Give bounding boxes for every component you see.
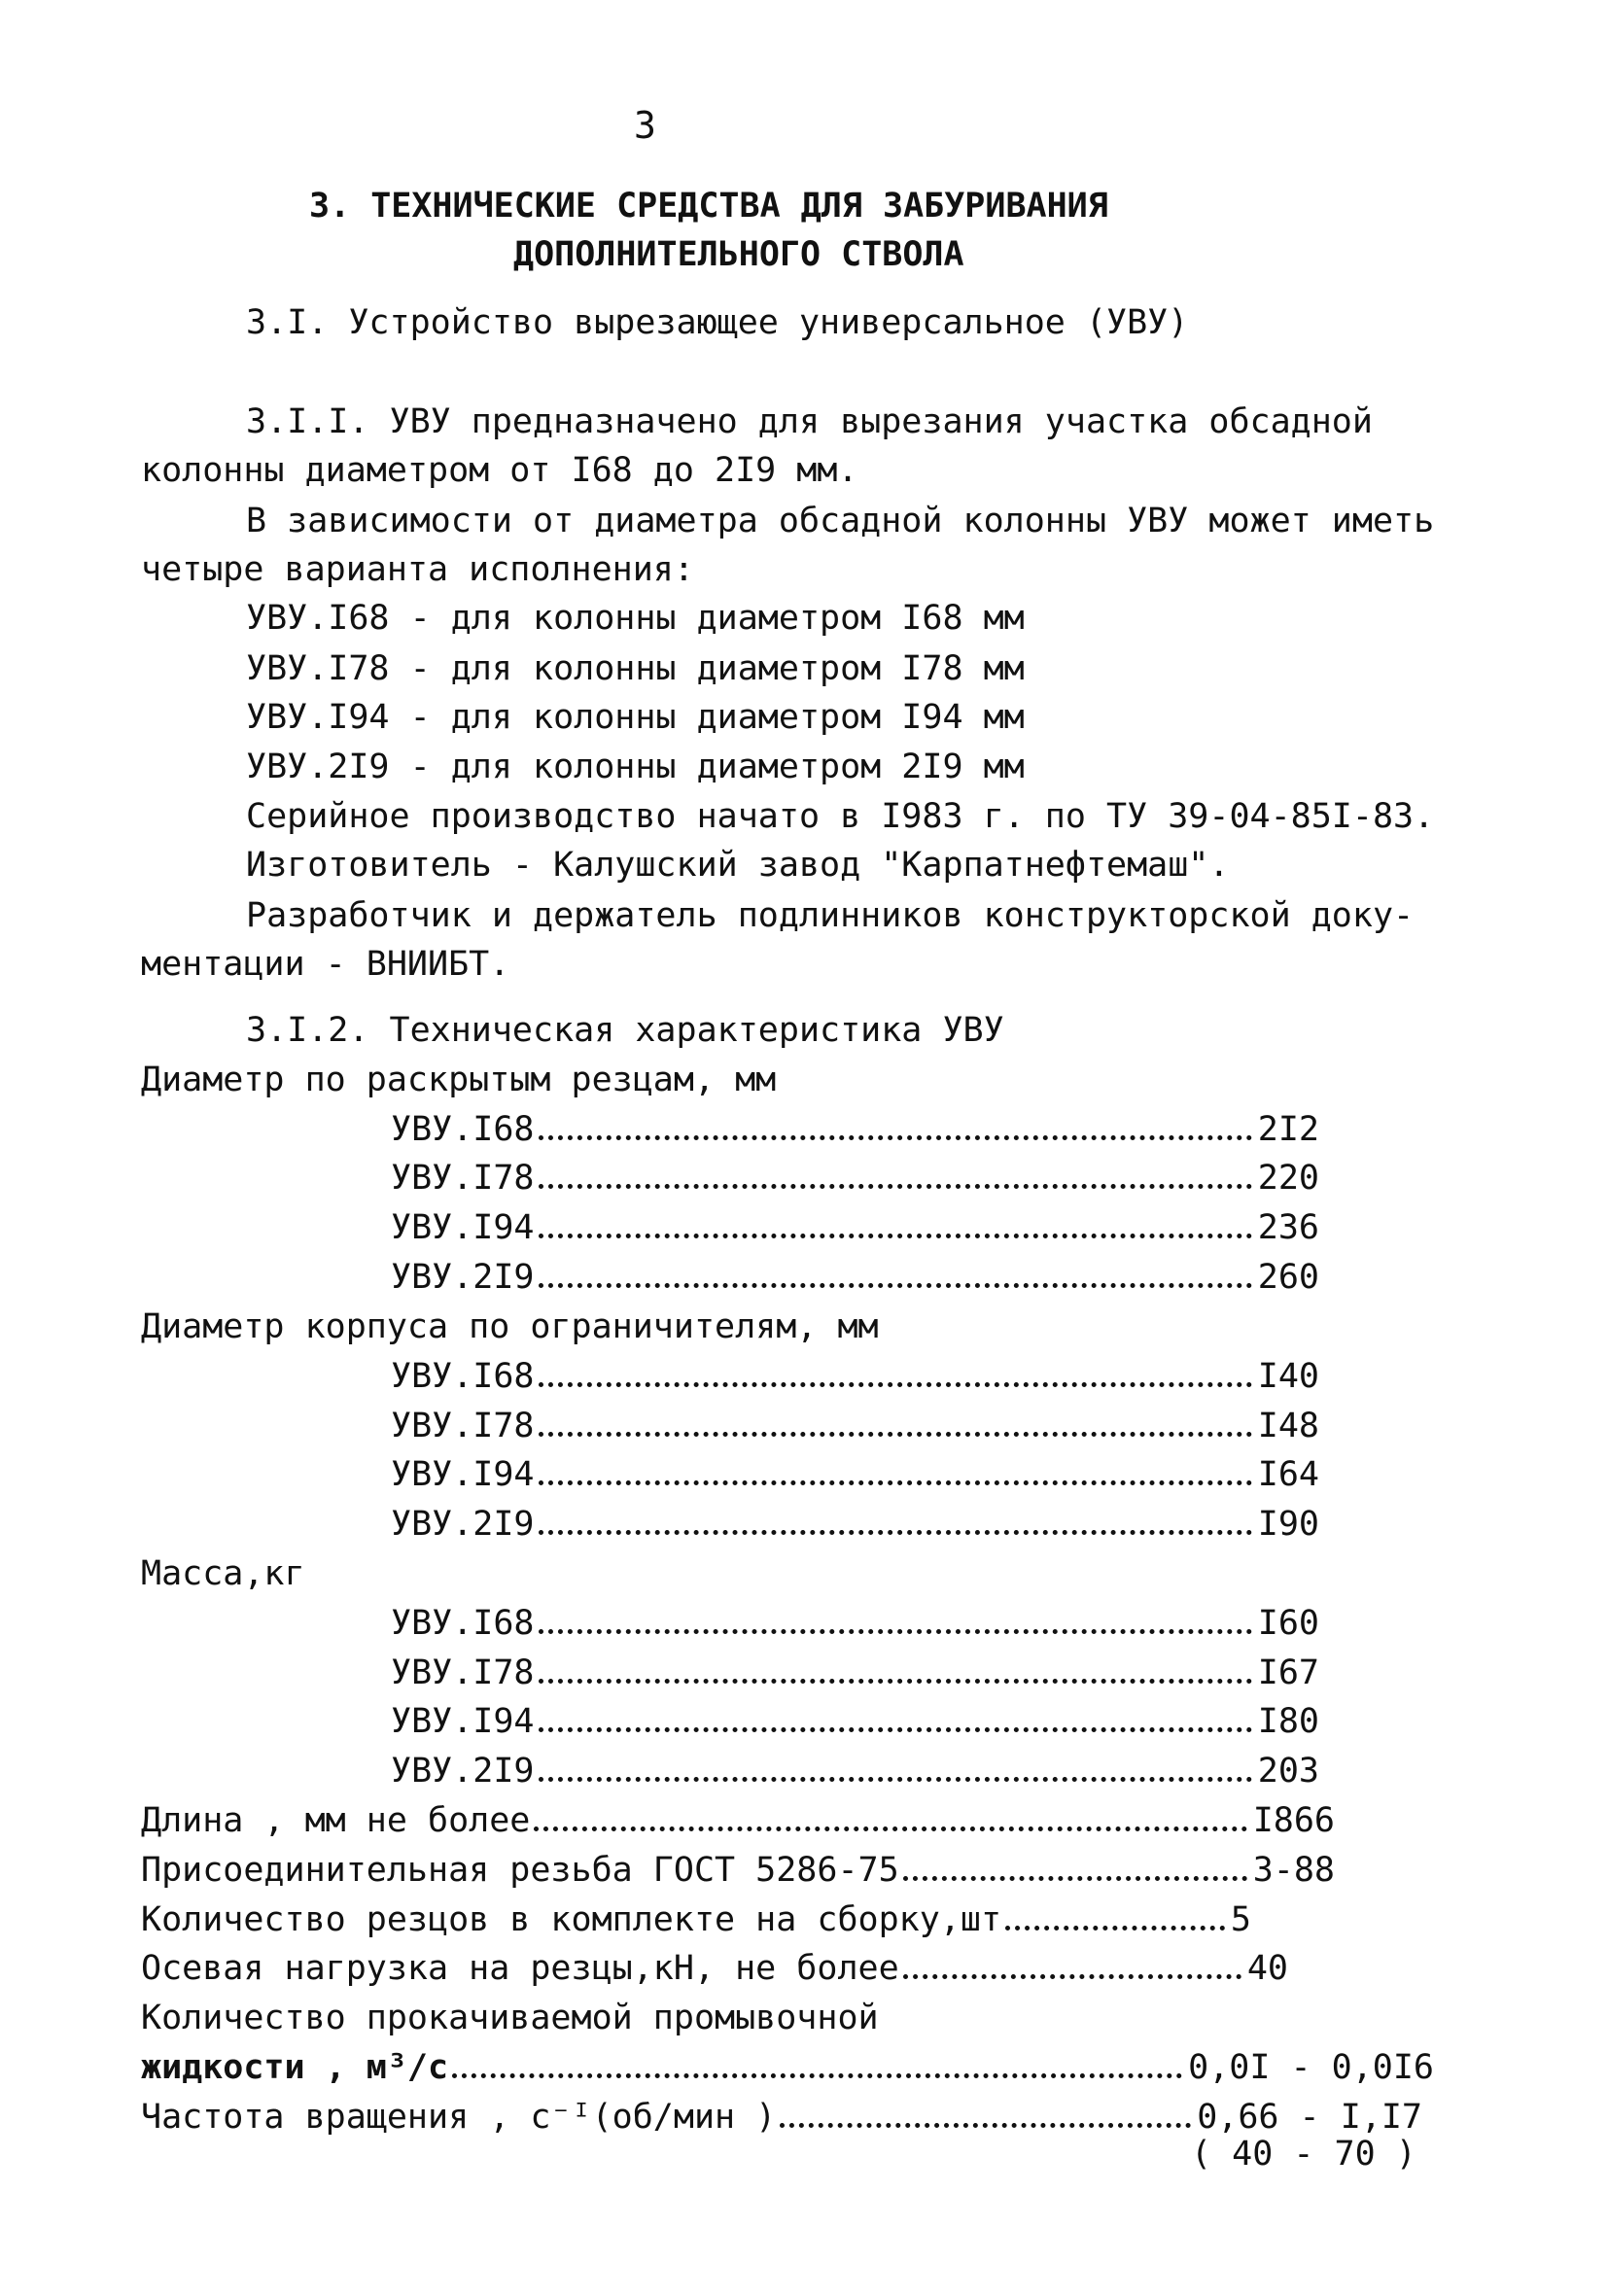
spec-flow-label-line2: жидкости , м³/с (141, 2048, 449, 2087)
spec-row-value: 236 (1257, 1208, 1319, 1247)
spec-thread-row (141, 1847, 1335, 1894)
spec-row-value: I67 (1257, 1653, 1319, 1692)
spec-row-model: УВУ.I94 (391, 1208, 535, 1247)
spec-row-model: УВУ.I94 (391, 1702, 535, 1741)
spec-flow-label-line1: Количество прокачиваемой промывочной (141, 1999, 879, 2037)
spec-row-model: УВУ.I78 (391, 1159, 535, 1198)
spec-row (391, 1353, 1319, 1400)
spec-axial-load-value: 40 (1246, 1949, 1288, 1988)
spec-flow-row (141, 2044, 1434, 2091)
developer-text-line1: Разработчик и держатель подлинников конструкторской доку- (246, 896, 1415, 935)
spec-row-value: I64 (1257, 1455, 1319, 1494)
spec-row-model: УВУ.2I9 (391, 1505, 535, 1544)
spec-length-value: I866 (1252, 1801, 1335, 1840)
spec-cutters-count-value: 5 (1230, 1900, 1251, 1939)
subsection-title: 3.I. Устройство вырезающее универсальное (УВУ) (246, 303, 1189, 342)
spec-row-value: I80 (1257, 1702, 1319, 1741)
spec-row (391, 1501, 1319, 1548)
spec-group-label: Диаметр по раскрытым резцам, мм (141, 1061, 777, 1099)
paragraph-variants-line2: четыре варианта исполнения: (141, 550, 694, 589)
serial-production-text: Серийное производство начато в I983 г. по ТУ 39-04-85I-83. (246, 797, 1435, 836)
paragraph-purpose-line2: колонны диаметром от I68 до 2I9 мм. (141, 451, 858, 490)
spec-row (391, 1403, 1319, 1449)
page-number: 3 (634, 104, 656, 147)
section-title-line2: ДОПОЛНИТЕЛЬНОГО СТВОЛА (513, 235, 964, 274)
spec-rotation-value-rpm: ( 40 - 70 ) (1191, 2135, 1416, 2174)
spec-row-value: I48 (1257, 1407, 1319, 1445)
spec-group-label: Масса,кг (141, 1554, 305, 1593)
paragraph-purpose-line1: 3.I.I. УВУ предназначено для вырезания участка обсадной (246, 402, 1373, 441)
spec-row-model: УВУ.2I9 (391, 1752, 535, 1791)
spec-thread-label: Присоединительная резьба ГОСТ 5286-75 (141, 1851, 899, 1890)
spec-row-model: УВУ.I68 (391, 1604, 535, 1643)
spec-row-model: УВУ.I78 (391, 1653, 535, 1692)
spec-row (391, 1254, 1319, 1301)
spec-row (391, 1106, 1319, 1153)
spec-row-model: УВУ.I68 (391, 1110, 535, 1149)
spec-cutters-count-row (141, 1896, 1251, 1943)
spec-row-value: 220 (1257, 1159, 1319, 1198)
section-title-line1: 3. ТЕХНИЧЕСКИЕ СРЕДСТВА ДЛЯ ЗАБУРИВАНИЯ (309, 187, 1108, 226)
spec-row-model: УВУ.I78 (391, 1407, 535, 1445)
spec-row-value: I90 (1257, 1505, 1319, 1544)
variant-item: УВУ.I78 - для колонны диаметром I78 мм (246, 649, 1025, 688)
developer-text-line2: ментации - ВНИИБТ. (141, 945, 510, 984)
manufacturer-text: Изготовитель - Калушский завод "Карпатнефтемаш". (246, 846, 1230, 885)
spec-row (391, 1650, 1319, 1696)
variant-item: УВУ.I68 - для колонны диаметром I68 мм (246, 599, 1025, 638)
spec-length-row (141, 1797, 1335, 1844)
spec-row-value: 203 (1257, 1752, 1319, 1791)
specs-title: 3.I.2. Техническая характеристика УВУ (246, 1011, 1004, 1050)
spec-row (391, 1155, 1319, 1201)
spec-row-value: 2I2 (1257, 1110, 1319, 1149)
spec-row-value: I40 (1257, 1357, 1319, 1396)
spec-row (391, 1204, 1319, 1251)
spec-row-value: 260 (1257, 1258, 1319, 1297)
spec-flow-value: 0,0I - 0,0I6 (1188, 2048, 1434, 2087)
spec-rotation-value: 0,66 - I,I7 (1197, 2098, 1422, 2137)
variant-item: УВУ.2I9 - для колонны диаметром 2I9 мм (246, 748, 1025, 786)
spec-rotation-label: Частота вращения , с⁻ᴵ(об/мин ) (141, 2098, 777, 2137)
spec-row-model: УВУ.I68 (391, 1357, 535, 1396)
spec-row (391, 1698, 1319, 1745)
spec-row (391, 1748, 1319, 1794)
spec-row (391, 1451, 1319, 1498)
spec-axial-load-label: Осевая нагрузка на резцы,кН, не более (141, 1949, 899, 1988)
spec-cutters-count-label: Количество резцов в комплекте на сборку,шт (141, 1900, 1002, 1939)
spec-group-label: Диаметр корпуса по ограничителям, мм (141, 1307, 879, 1346)
spec-row (391, 1600, 1319, 1647)
spec-axial-load-row (141, 1945, 1288, 1992)
spec-length-label: Длина , мм не более (141, 1801, 531, 1840)
paragraph-variants-line1: В зависимости от диаметра обсадной колонны УВУ может иметь (246, 502, 1435, 540)
spec-thread-value: З-88 (1252, 1851, 1335, 1890)
spec-row-model: УВУ.2I9 (391, 1258, 535, 1297)
spec-row-value: I60 (1257, 1604, 1319, 1643)
variant-item: УВУ.I94 - для колонны диаметром I94 мм (246, 698, 1025, 737)
spec-row-model: УВУ.I94 (391, 1455, 535, 1494)
